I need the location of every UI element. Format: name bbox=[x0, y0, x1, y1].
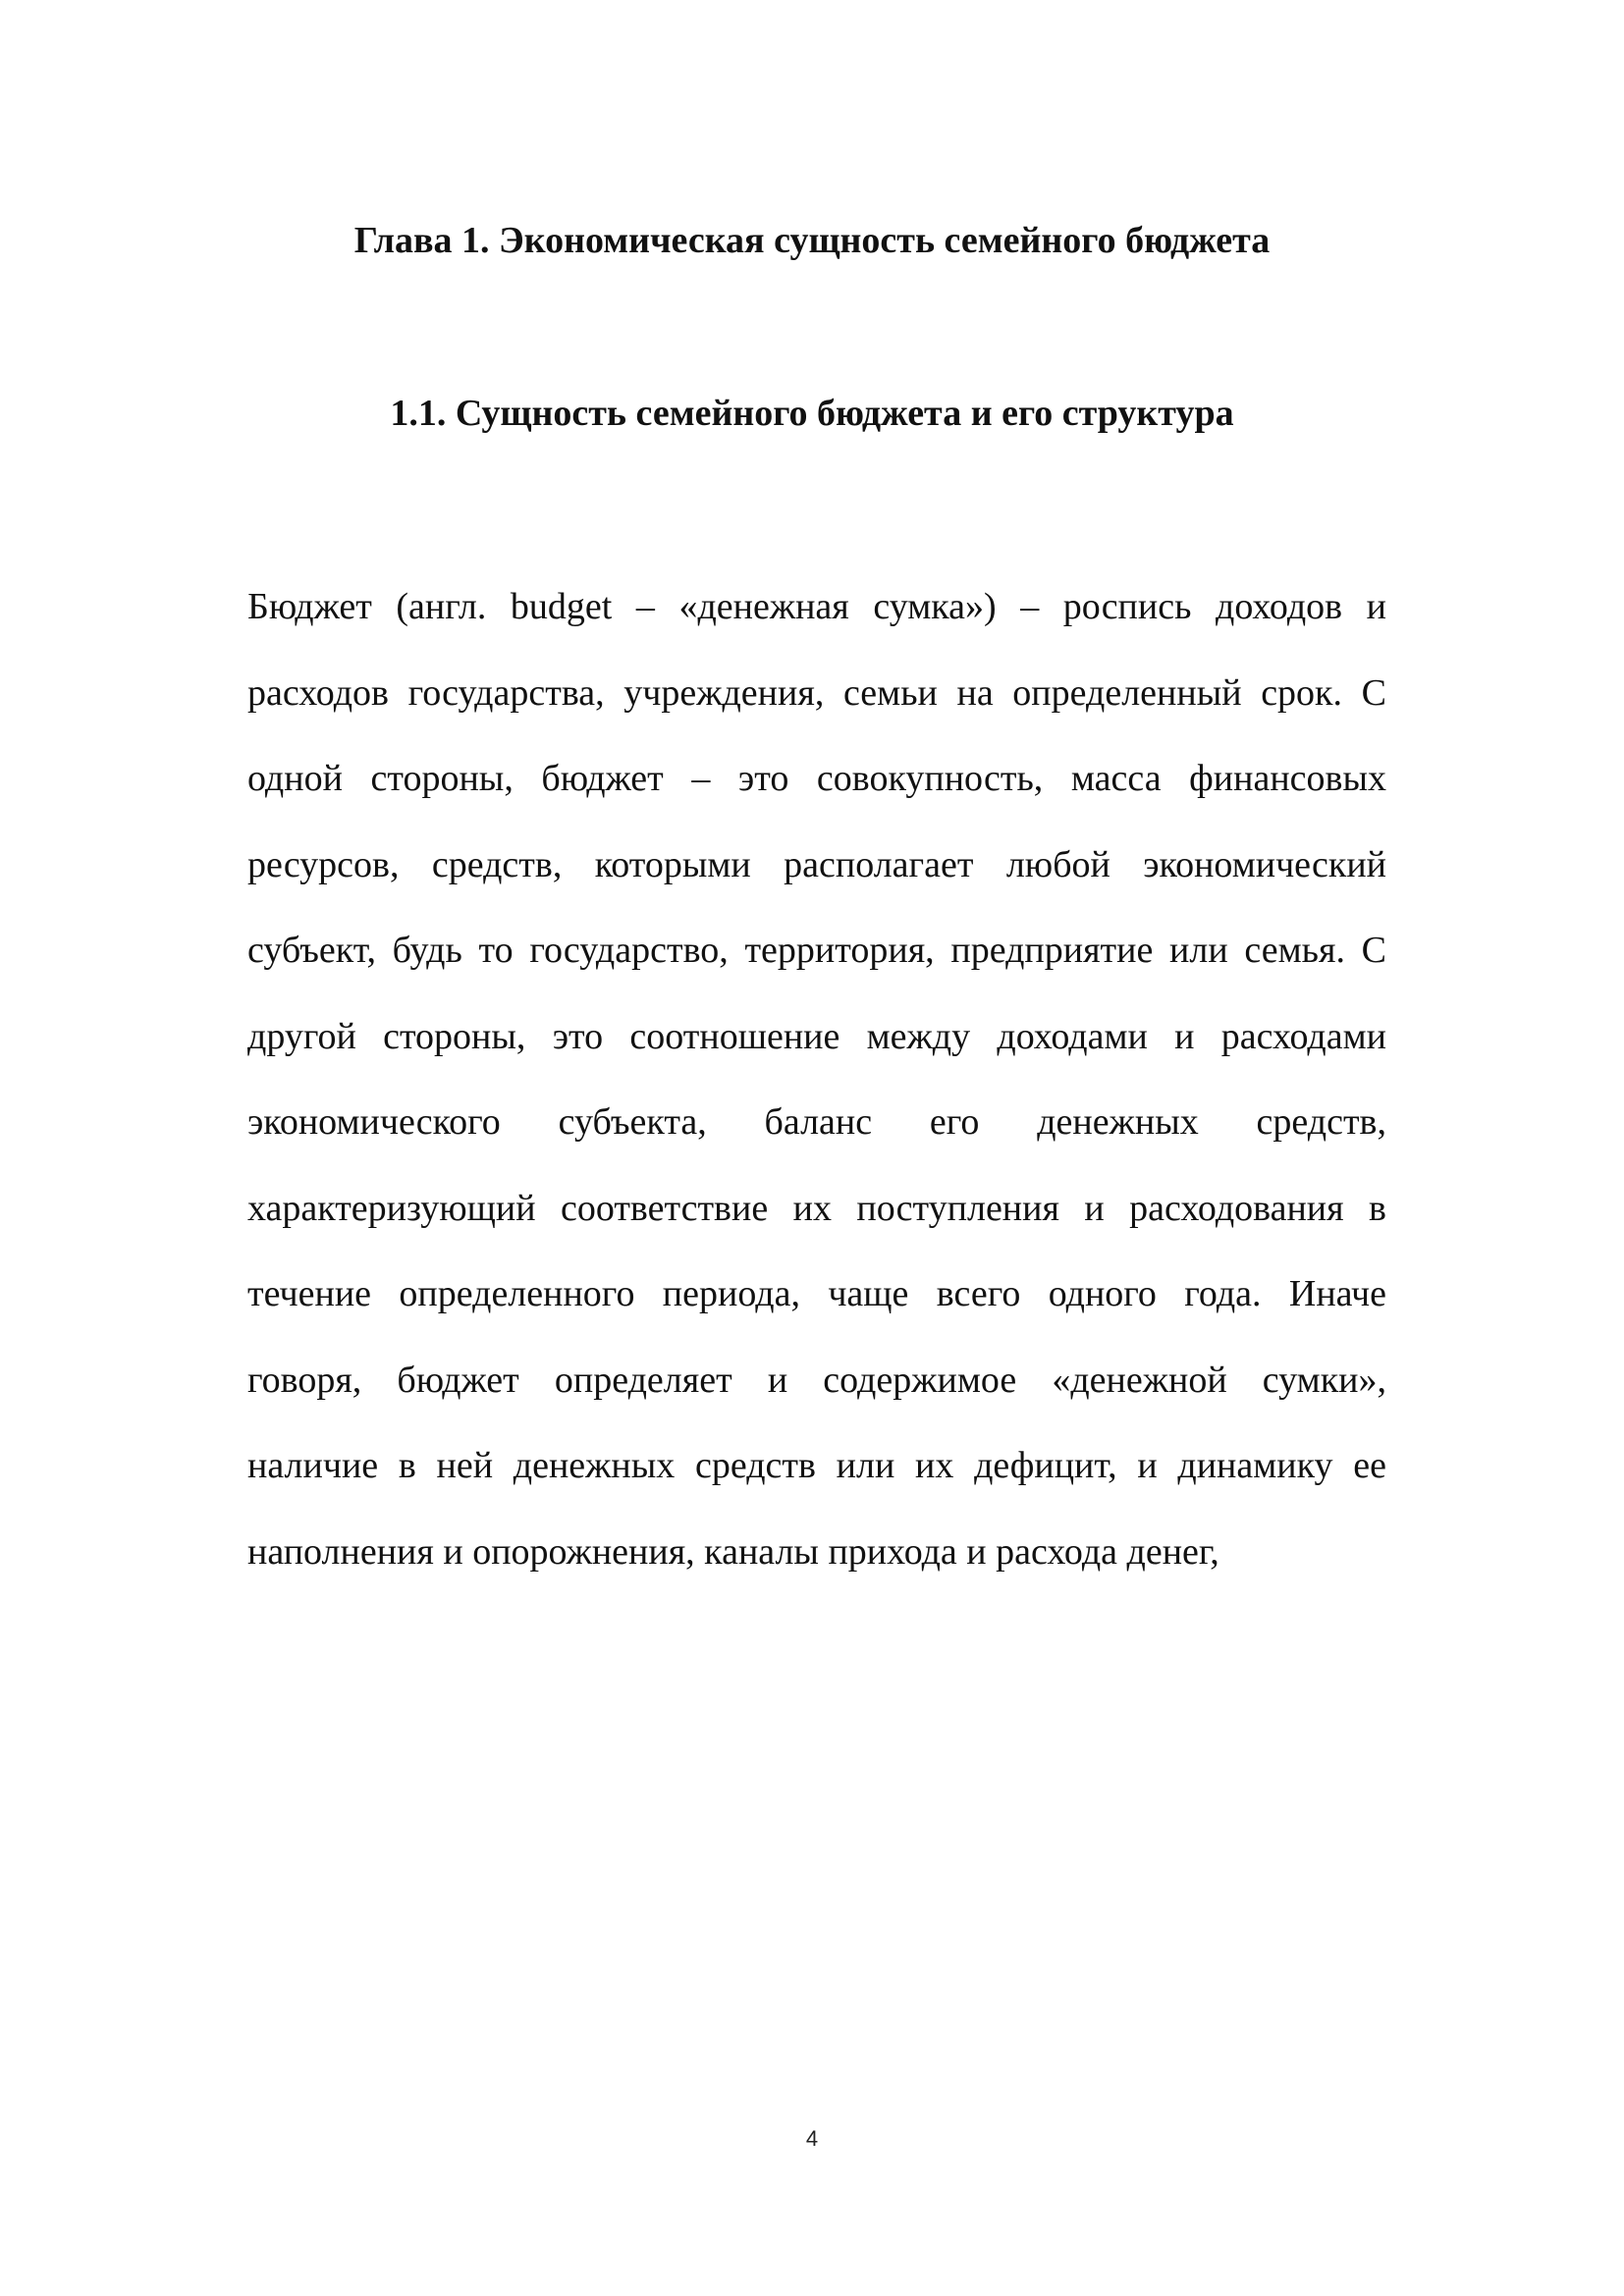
paragraph-line: другой стороны, это соотношение между доходами и расходами bbox=[247, 1015, 1386, 1057]
paragraph-line: одной стороны, бюджет – это совокупность, масса финансовых bbox=[247, 758, 1386, 799]
paragraph-line: характеризующий соответствие их поступления и расходования в bbox=[247, 1187, 1386, 1229]
paragraph-line: наполнения и опорожнения, каналы прихода и расхода денег, bbox=[247, 1530, 1219, 1573]
chapter-title: Глава 1. Экономическая сущность семейного бюджета bbox=[353, 220, 1271, 261]
paragraph-line: ресурсов, средств, которыми располагает любой экономический bbox=[247, 843, 1386, 885]
paragraph-line: течение определенного периода, чаще всего одного года. Иначе bbox=[247, 1273, 1386, 1314]
paragraph-line: расходов государства, учреждения, семьи на определенный срок. С bbox=[247, 671, 1386, 714]
paragraph-line: наличие в ней денежных средств или их дефицит, и динамику ее bbox=[247, 1445, 1386, 1486]
paragraph-line: субъект, будь то государство, территория, предприятие или семья. С bbox=[247, 930, 1386, 971]
page-number: 4 bbox=[805, 2126, 819, 2151]
section-title: 1.1. Сущность семейного бюджета и его структура bbox=[390, 393, 1234, 434]
paragraph-line: говоря, бюджет определяет и содержимое «денежной сумки», bbox=[247, 1359, 1386, 1401]
body-paragraph bbox=[247, 581, 1386, 1612]
paragraph-line: экономического субъекта, баланс его денежных средств, bbox=[247, 1101, 1386, 1143]
paragraph-line: Бюджет (англ. budget – «денежная сумка») – роспись доходов и bbox=[247, 586, 1386, 627]
